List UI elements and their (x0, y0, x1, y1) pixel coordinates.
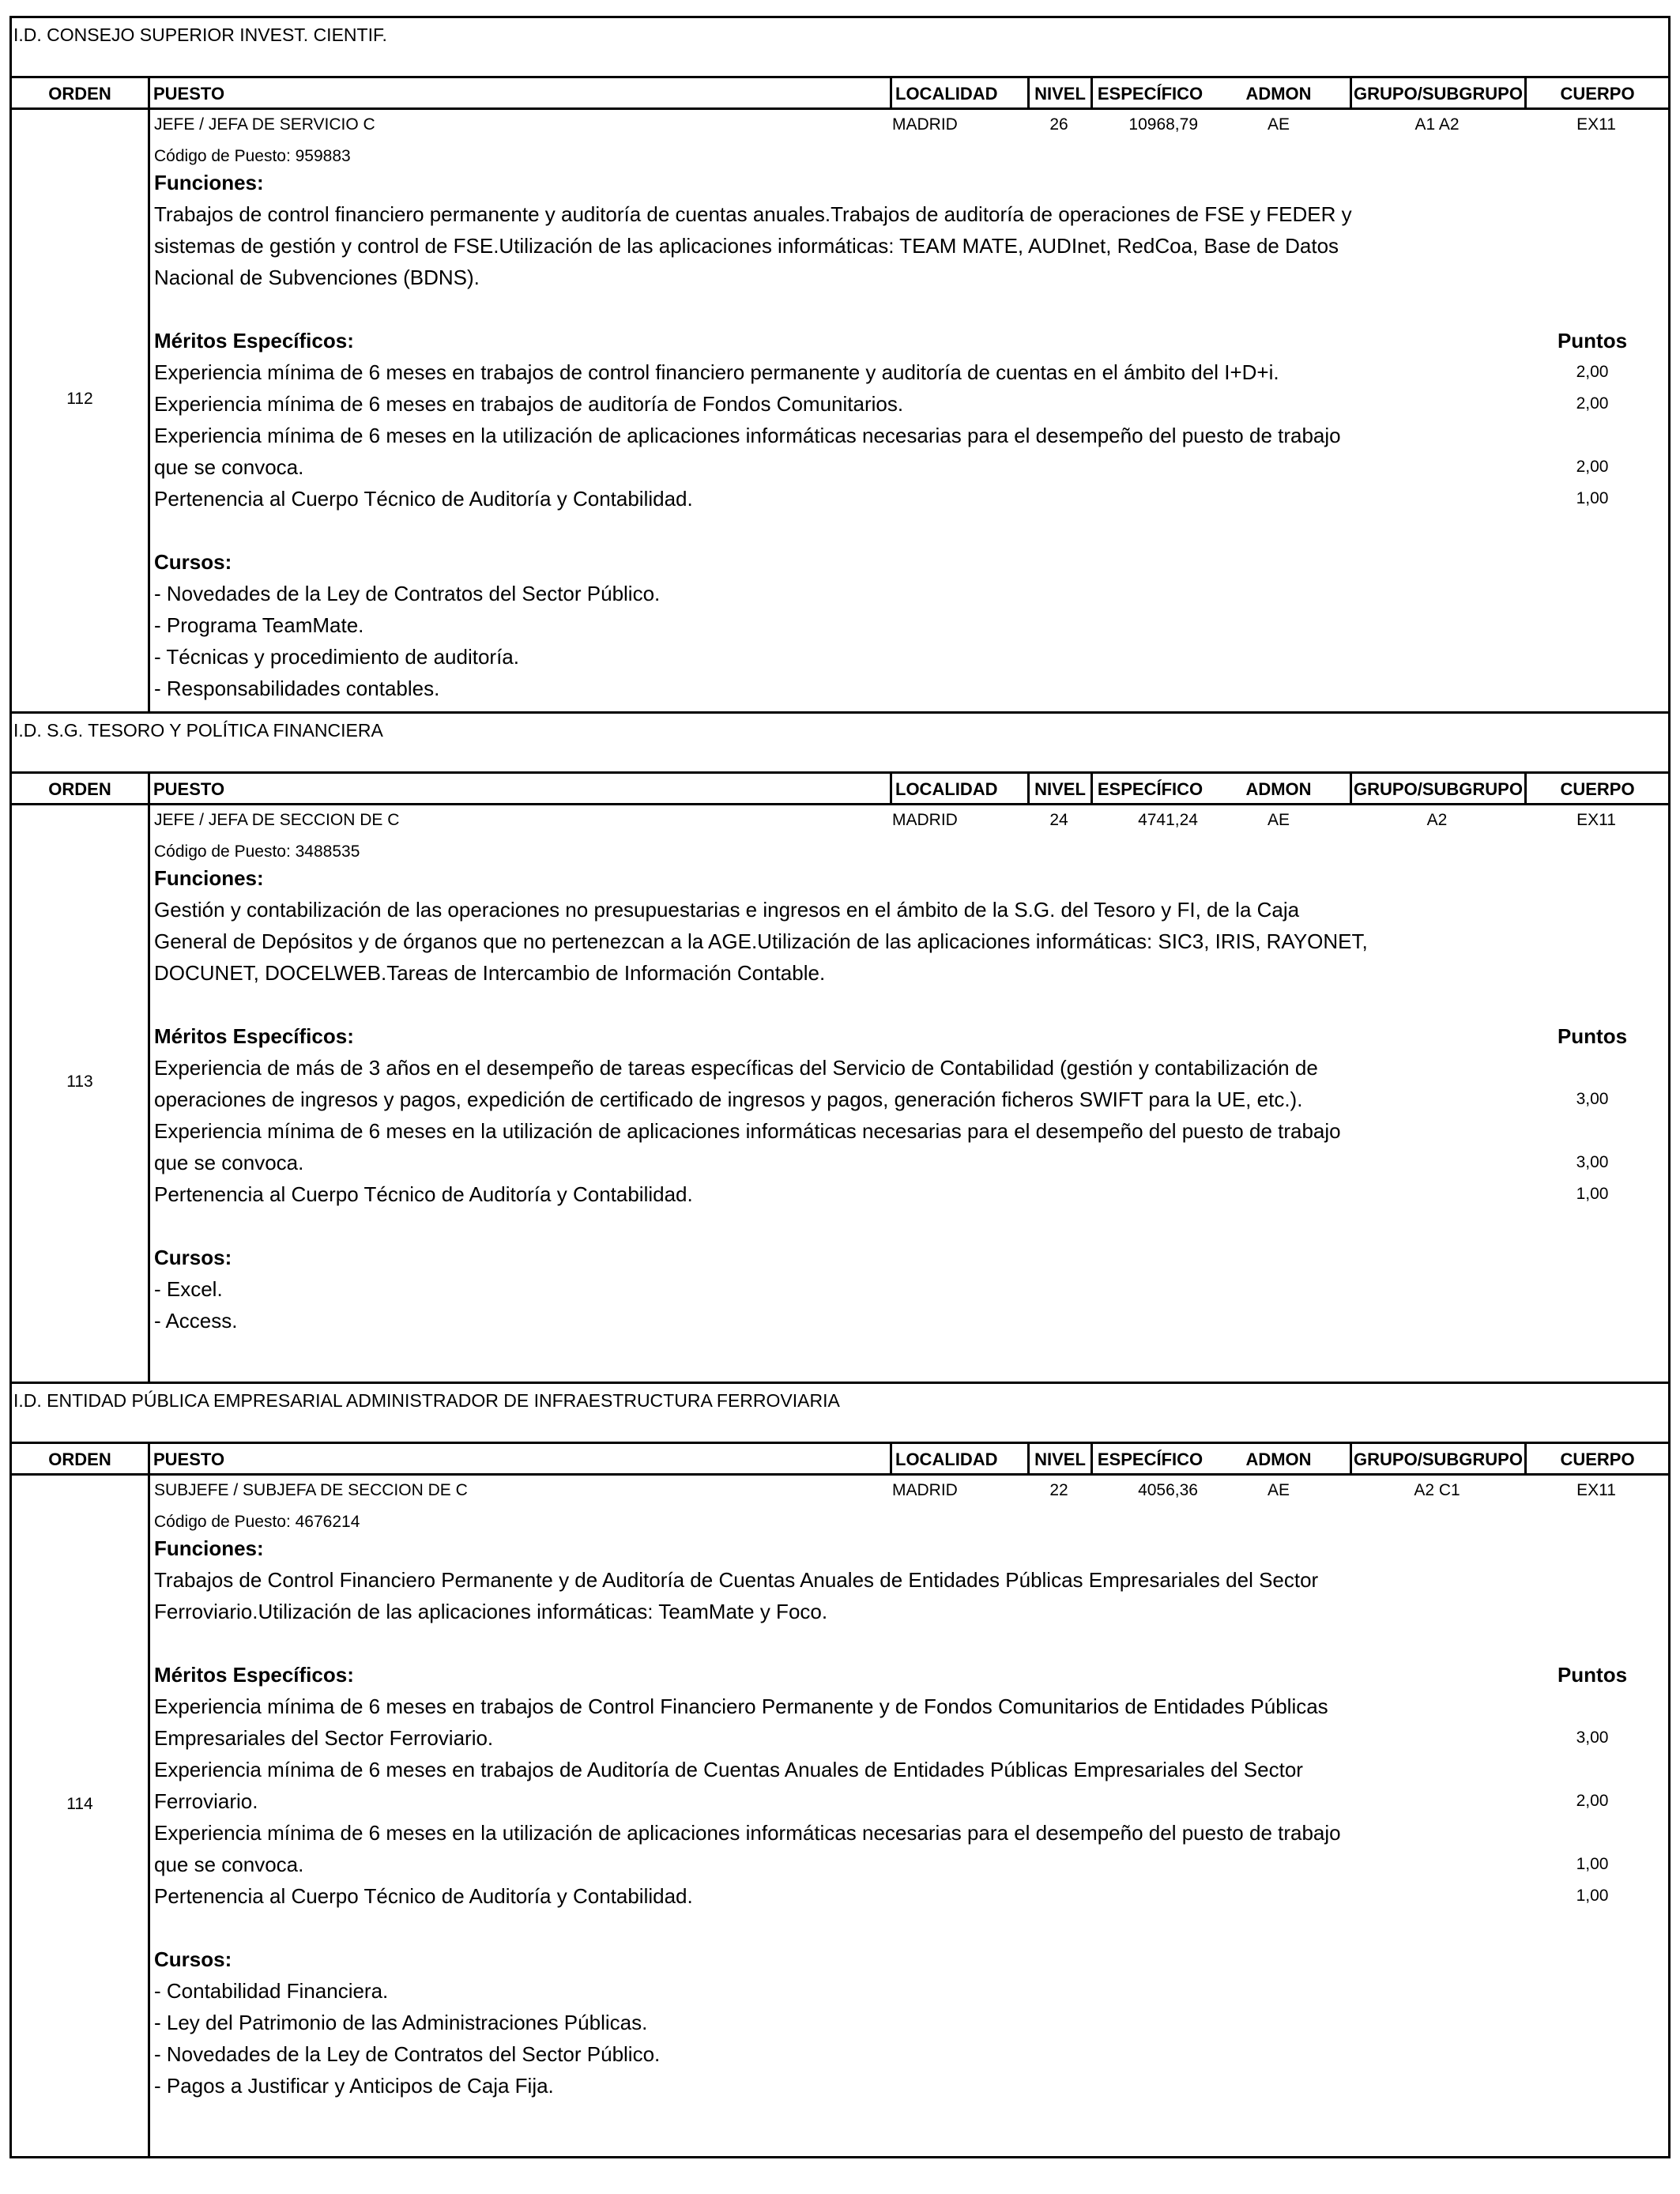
column-header-puesto: PUESTO (148, 1444, 890, 1473)
position-code: Código de Puesto: 4676214 (154, 1513, 360, 1531)
value-cuerpo: EX11 (1576, 1481, 1616, 1499)
value-admon: AE (1267, 811, 1290, 829)
meritos-heading: Méritos Específicos: (154, 329, 354, 352)
value-puesto: JEFE / JEFA DE SECCION DE C (154, 811, 400, 829)
merito-line: Experiencia mínima de 6 meses en la utilización de aplicaciones informáticas necesarias para el desempeño del puesto de trabajo (154, 424, 1341, 447)
column-header-especifico: ESPECÍFICO (1090, 1444, 1207, 1473)
cursos-heading: Cursos: (154, 1947, 232, 1971)
value-cuerpo: EX11 (1576, 811, 1616, 829)
column-header-cuerpo: CUERPO (1524, 1444, 1668, 1473)
merito-puntos: 2,00 (1576, 394, 1609, 413)
column-divider (148, 110, 150, 711)
position-row (12, 805, 1668, 1384)
curso-item: - Responsabilidades contables. (154, 677, 440, 700)
merito-line: Pertenencia al Cuerpo Técnico de Auditoría y Contabilidad. (154, 1884, 693, 1908)
funciones-line: Nacional de Subvenciones (BDNS). (154, 266, 480, 289)
cursos-heading: Cursos: (154, 1246, 232, 1269)
merito-line: Empresariales del Sector Ferroviario. (154, 1726, 494, 1750)
merito-puntos: 2,00 (1576, 1792, 1609, 1810)
merito-puntos: 1,00 (1576, 1185, 1609, 1203)
curso-item: - Novedades de la Ley de Contratos del Sector Público. (154, 582, 661, 605)
document (9, 16, 1671, 2158)
column-header-puesto: PUESTO (148, 78, 890, 107)
curso-item: - Ley del Patrimonio de las Administraciones Públicas. (154, 2011, 648, 2034)
puntos-heading: Puntos (1557, 329, 1628, 352)
funciones-heading: Funciones: (154, 866, 264, 890)
puntos-heading: Puntos (1557, 1024, 1628, 1048)
value-grupo: A2 (1426, 811, 1448, 829)
merito-line: Ferroviario. (154, 1789, 258, 1813)
position-row (12, 110, 1668, 714)
position-code: Código de Puesto: 3488535 (154, 843, 360, 861)
meritos-heading: Méritos Específicos: (154, 1663, 354, 1687)
curso-item: - Excel. (154, 1277, 223, 1301)
funciones-line: Trabajos de Control Financiero Permanente y de Auditoría de Cuentas Anuales de Entidades Públicas Empresariales del Sector (154, 1568, 1319, 1592)
column-header-cuerpo: CUERPO (1524, 774, 1668, 803)
cursos-heading: Cursos: (154, 550, 232, 574)
column-header-nivel: NIVEL (1027, 1444, 1090, 1473)
merito-line: Experiencia mínima de 6 meses en trabajos de auditoría de Fondos Comunitarios. (154, 392, 904, 416)
column-header-grupo: GRUPO/SUBGRUPO (1350, 78, 1524, 107)
value-admon: AE (1267, 1481, 1290, 1499)
column-header-admon: ADMON (1245, 84, 1312, 104)
value-localidad: MADRID (892, 1481, 958, 1499)
value-grupo: A2 C1 (1414, 1481, 1460, 1499)
curso-item: - Access. (154, 1309, 238, 1333)
orden-value: 112 (66, 390, 93, 408)
funciones-line: sistemas de gestión y control de FSE.Utilización de las aplicaciones informáticas: TEAM MATE, AUDInet, RedCoa, Base de Datos (154, 234, 1339, 258)
merito-puntos: 3,00 (1576, 1728, 1609, 1747)
curso-item: - Novedades de la Ley de Contratos del Sector Público. (154, 2042, 661, 2066)
funciones-line: Ferroviario.Utilización de las aplicaciones informáticas: TeamMate y Foco. (154, 1600, 828, 1623)
section-title: I.D. ENTIDAD PÚBLICA EMPRESARIAL ADMINISTRADOR DE INFRAESTRUCTURA FERROVIARIA (12, 1384, 1668, 1444)
funciones-heading: Funciones: (154, 171, 264, 194)
column-header-especifico: ESPECÍFICO (1090, 78, 1207, 107)
merito-line: Experiencia de más de 3 años en el desempeño de tareas específicas del Servicio de Contabilidad (gestión y contabilización de (154, 1056, 1318, 1080)
merito-line: Experiencia mínima de 6 meses en trabajos de Auditoría de Cuentas Anuales de Entidades Públicas Empresariales del Sector (154, 1758, 1303, 1781)
position-code: Código de Puesto: 959883 (154, 147, 351, 165)
value-puesto: SUBJEFE / SUBJEFA DE SECCION DE C (154, 1481, 468, 1499)
column-header-row (12, 774, 1668, 805)
merito-line: Pertenencia al Cuerpo Técnico de Auditoría y Contabilidad. (154, 1182, 693, 1206)
value-especifico: 4741,24 (1138, 811, 1198, 829)
column-header-localidad: LOCALIDAD (890, 1444, 1027, 1473)
column-header-localidad: LOCALIDAD (890, 774, 1027, 803)
merito-puntos: 1,00 (1576, 1855, 1609, 1873)
value-nivel: 26 (1049, 115, 1068, 134)
column-header-especifico: ESPECÍFICO (1090, 774, 1207, 803)
curso-item: - Programa TeamMate. (154, 613, 364, 637)
column-divider (148, 805, 150, 1382)
merito-puntos: 1,00 (1576, 1887, 1609, 1905)
value-grupo: A1 A2 (1414, 115, 1460, 134)
section (9, 16, 1671, 714)
funciones-line: General de Depósitos y de órganos que no pertenezcan a la AGE.Utilización de las aplicaciones informáticas: SIC3, IRIS, RAYONET, (154, 929, 1368, 953)
column-header-orden: ORDEN (48, 1449, 111, 1469)
section-title: I.D. S.G. TESORO Y POLÍTICA FINANCIERA (12, 714, 1668, 774)
column-header-row (12, 78, 1668, 110)
merito-line: Experiencia mínima de 6 meses en la utilización de aplicaciones informáticas necesarias para el desempeño del puesto de trabajo (154, 1119, 1341, 1143)
position-row (12, 1476, 1668, 2158)
funciones-heading: Funciones: (154, 1536, 264, 1560)
orden-value: 114 (66, 1795, 93, 1813)
merito-line: Experiencia mínima de 6 meses en trabajos de Control Financiero Permanente y de Fondos Comunitarios de Entidades Públicas (154, 1695, 1328, 1718)
funciones-line: Gestión y contabilización de las operaciones no presupuestarias e ingresos en el ámbito de la S.G. del Tesoro y FI, de la Caja (154, 898, 1300, 922)
column-header-orden: ORDEN (48, 84, 111, 104)
section (9, 714, 1671, 1384)
value-especifico: 10968,79 (1128, 115, 1198, 134)
value-localidad: MADRID (892, 115, 958, 134)
column-header-admon: ADMON (1245, 1449, 1312, 1469)
column-header-grupo: GRUPO/SUBGRUPO (1350, 1444, 1524, 1473)
orden-value: 113 (66, 1072, 93, 1091)
value-especifico: 4056,36 (1138, 1481, 1198, 1499)
merito-puntos: 2,00 (1576, 458, 1609, 476)
column-header-row (12, 1444, 1668, 1476)
column-header-localidad: LOCALIDAD (890, 78, 1027, 107)
puntos-heading: Puntos (1557, 1663, 1628, 1687)
merito-puntos: 3,00 (1576, 1153, 1609, 1171)
merito-line: que se convoca. (154, 455, 304, 479)
meritos-heading: Méritos Específicos: (154, 1024, 354, 1048)
value-nivel: 22 (1049, 1481, 1068, 1499)
value-nivel: 24 (1049, 811, 1068, 829)
column-header-nivel: NIVEL (1027, 78, 1090, 107)
column-header-admon: ADMON (1245, 779, 1312, 799)
funciones-line: DOCUNET, DOCELWEB.Tareas de Intercambio de Información Contable. (154, 961, 826, 985)
column-header-grupo: GRUPO/SUBGRUPO (1350, 774, 1524, 803)
column-header-cuerpo: CUERPO (1524, 78, 1668, 107)
merito-line: que se convoca. (154, 1151, 304, 1174)
column-header-orden: ORDEN (48, 779, 111, 799)
value-localidad: MADRID (892, 811, 958, 829)
value-admon: AE (1267, 115, 1290, 134)
merito-line: Experiencia mínima de 6 meses en la utilización de aplicaciones informáticas necesarias para el desempeño del puesto de trabajo (154, 1821, 1341, 1845)
merito-line: Pertenencia al Cuerpo Técnico de Auditoría y Contabilidad. (154, 487, 693, 511)
column-header-nivel: NIVEL (1027, 774, 1090, 803)
merito-puntos: 1,00 (1576, 489, 1609, 507)
curso-item: - Pagos a Justificar y Anticipos de Caja Fija. (154, 2074, 554, 2098)
merito-puntos: 2,00 (1576, 363, 1609, 381)
curso-item: - Técnicas y procedimiento de auditoría. (154, 645, 519, 669)
merito-puntos: 3,00 (1576, 1090, 1609, 1108)
column-header-puesto: PUESTO (148, 774, 890, 803)
column-divider (148, 1476, 150, 2156)
merito-line: Experiencia mínima de 6 meses en trabajos de control financiero permanente y auditoría de cuentas en el ámbito del I+D+i. (154, 360, 1279, 384)
section (9, 1384, 1671, 2158)
curso-item: - Contabilidad Financiera. (154, 1979, 389, 2003)
merito-line: operaciones de ingresos y pagos, expedición de certificado de ingresos y pagos, generación ficheros SWIFT para la UE, etc.). (154, 1088, 1303, 1111)
merito-line: que se convoca. (154, 1853, 304, 1876)
value-puesto: JEFE / JEFA DE SERVICIO C (154, 115, 375, 134)
funciones-line: Trabajos de control financiero permanente y auditoría de cuentas anuales.Trabajos de auditoría de operaciones de FSE y FEDER y (154, 202, 1352, 226)
value-cuerpo: EX11 (1576, 115, 1616, 134)
section-title: I.D. CONSEJO SUPERIOR INVEST. CIENTIF. (12, 18, 1668, 78)
